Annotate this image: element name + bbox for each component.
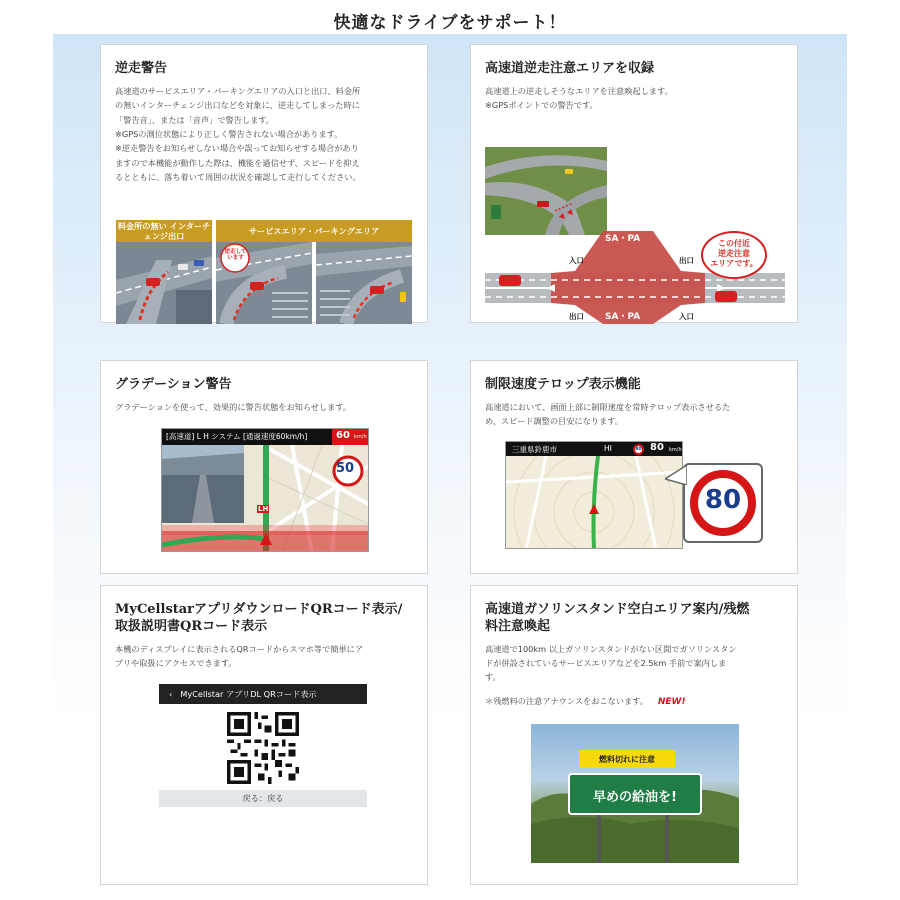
screen-speed-unit: km/h [354,434,367,440]
card-body: グラデーションを使って、効果的に警告状態をお知らせします。 [115,401,352,412]
telop-unit: km/h [669,447,682,453]
new-badge: NEW! [657,697,686,707]
qr-code-image [227,712,299,784]
card-title: 制限速度テロップ表示機能 [485,377,641,392]
card-title: 高速道逆走注意エリアを収録 [485,61,655,76]
exit-label-bottom: 出口 [569,312,584,321]
location-text: 三重県鈴鹿市 [512,445,557,454]
card-body: 本機のディスプレイに表示されるQRコードからスマホ等で簡単にア プリや取扱にアクセスできます。 [115,643,364,669]
back-button[interactable]: 戻る：戻る [159,790,367,807]
highway-junction-photo [485,147,607,235]
sapa-label-top: SA・PA [605,234,641,244]
fuel-sign-photo [531,724,739,863]
telop-speed: 80 [650,442,664,453]
chevron-left-icon: ‹ [169,689,173,699]
card-body: 高速道のサービスエリア・パーキングエリアの入口と出口、料金所 の無いインターチェンジ出口などを対象に、逆走してしまった時に 「警告音」、または「音声」で警告します。 ※GPSの測位状態により正しく警告されない場合があります。 ※逆走警告をお知らせしない場合や誤ってお知らせする場合があり ますので本機能が動作した際は、機能を過信せず、スピードを抑え るとともに、落ち着いて周囲の状況を確認して走行してください。 [115,85,361,182]
card-body: 高速道で100km 以上ガソリンスタンドがない区間でガソリンスタン ドが併設されているサービスエリアなどを2.5km 手前で案内しま す。 [485,643,737,683]
zoom-box [683,463,763,543]
card-speed-telop [470,360,798,574]
caution-callout: この付近 逆走注意 エリアです。 [701,231,767,279]
speed-telop-screen [505,441,683,549]
fuel-sign-top: 燃料切れに注意 [599,755,655,764]
screen-speed: 60 [336,430,350,441]
fuel-note-text: ＊残燃料の注意アナウンスをおこないます。 [485,696,648,706]
card-wrong-way-area [470,44,798,323]
big-speed-value: 80 [704,485,742,515]
entrance-label-bottom: 入口 [679,312,694,321]
wrong-way-bubble: 逆走して います [224,249,247,261]
card-body: 高速道上の逆走しそうなエリアを注意喚起します。 ※GPSポイントでの警告です。 [485,85,673,111]
card-title: 逆走警告 [115,61,168,76]
fuel-sign-main: 早めの給油を! [593,790,677,805]
exit-label-top: 出口 [679,256,694,265]
card-gradation-warning [100,360,428,574]
card-wrong-way-warning [100,44,428,323]
qr-bar-label: MyCellstar アプリDL QRコード表示 [180,689,317,699]
wrong-way-illustrations [116,220,412,324]
card-title: グラデーション警告 [115,377,232,392]
qr-header-bar [159,684,367,704]
sapa-label-bottom: SA・PA [605,312,641,322]
card-body: 高速道において、画面上部に制限速度を常時テロップ表示させるた め、スピード調整の目安になります。 [485,401,731,427]
fuel-note [485,696,686,707]
zoom-pointer [665,465,687,485]
service-area-label: サービスエリア・パーキングエリア [216,220,412,242]
lh-marker: LH [258,505,269,513]
hi-label: HI [604,444,612,453]
gradation-screen [161,428,369,552]
card-title: 高速道ガソリンスタンド空白エリア案内/残燃 料注意喚起 [485,602,750,634]
interchange-label: 料金所の無い インターチェンジ出口 [117,221,211,241]
page-title: 快適なドライブをサポート！ [333,13,567,33]
card-title: MyCellstarアプリダウンロードQRコード表示/ 取扱説明書QRコード表示 [115,602,403,634]
card-qr-code [100,585,428,885]
screen-header-text: [高速道] L H システム [通過速度60km/h] [166,432,308,441]
speed-sign-value: 50 [336,461,355,476]
small-speed-sign: 80 [633,444,644,455]
card-gas-station [470,585,798,885]
entrance-label-top: 入口 [569,256,584,265]
